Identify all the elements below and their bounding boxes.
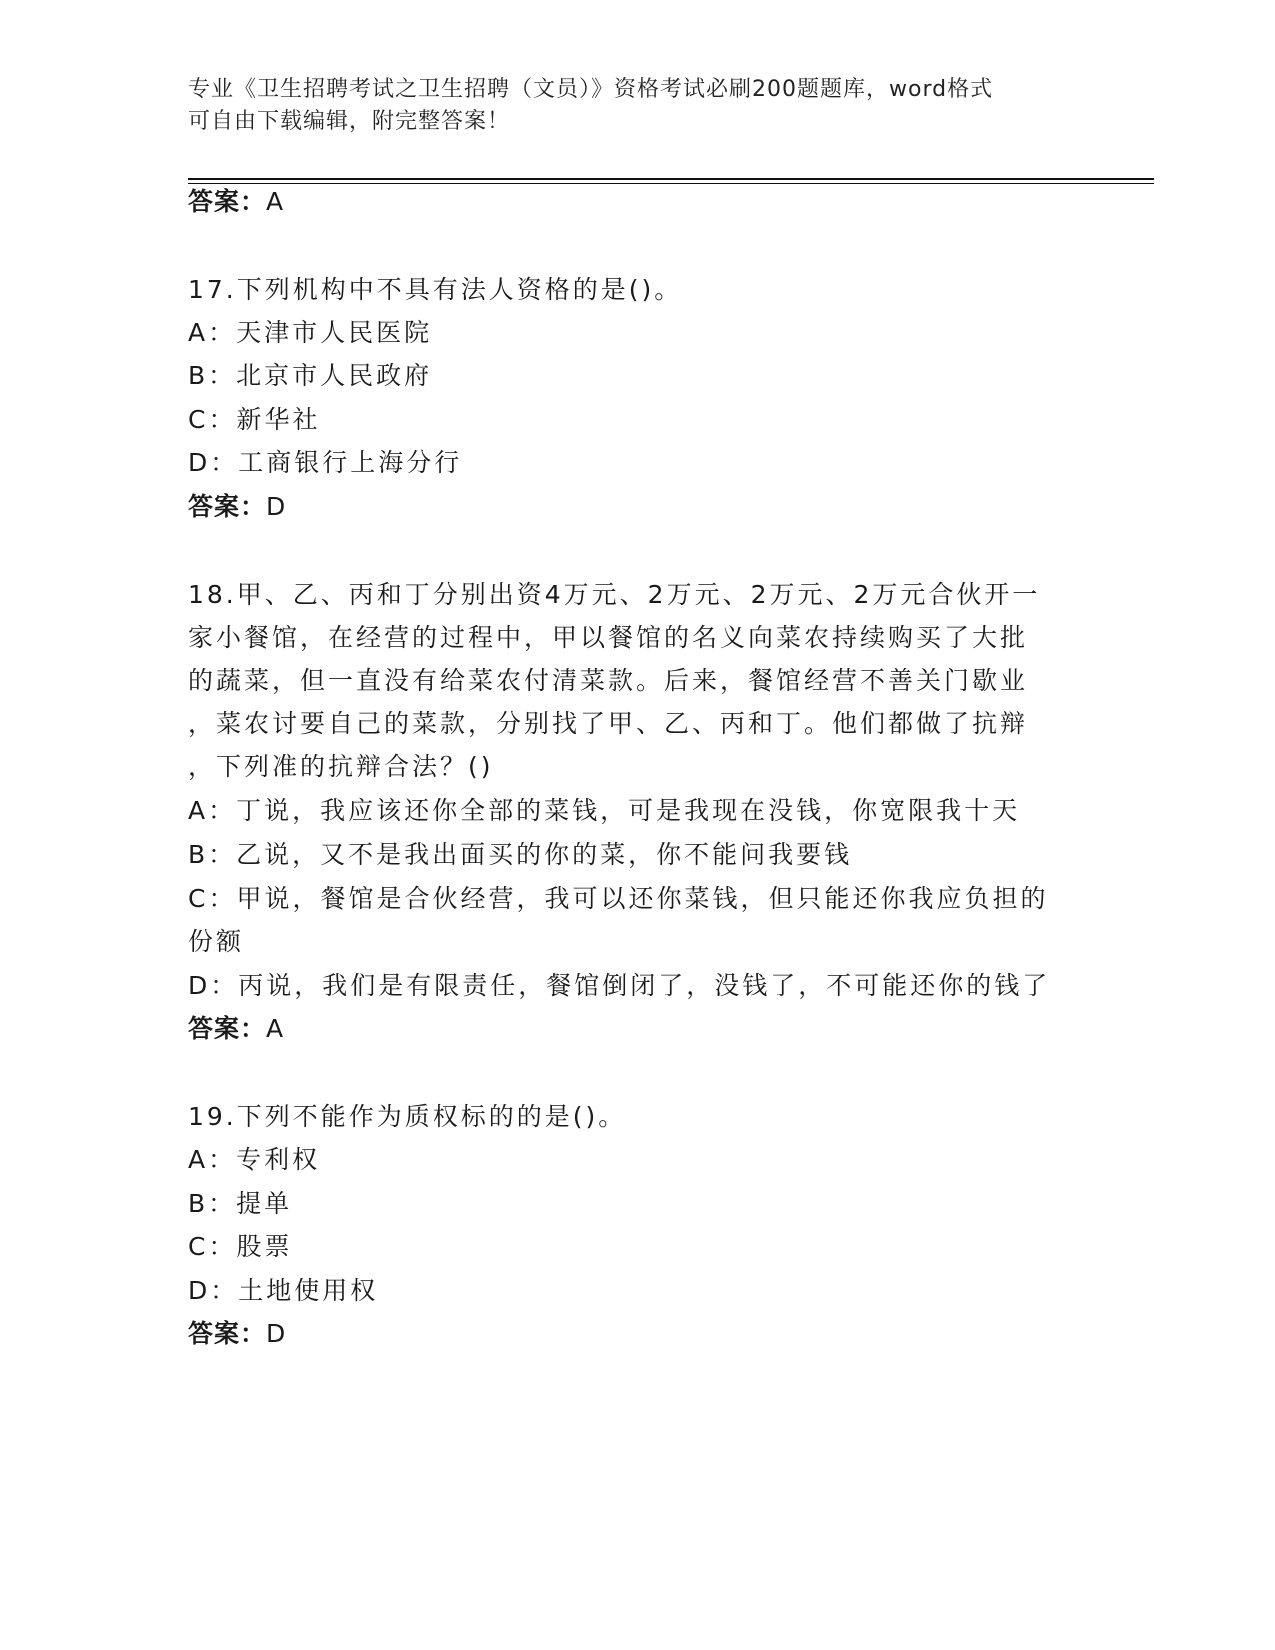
question-18-stem-line-5: ，下列准的抗辩合法？(): [188, 752, 494, 781]
question-17-option-c: C：新华社: [188, 405, 321, 434]
question-18-option-a: A：丁说，我应该还你全部的菜钱，可是我现在没钱，你宽限我十天: [188, 796, 1021, 825]
question-18-option-d: D：丙说，我们是有限责任，餐馆倒闭了，没钱了，不可能还你的钱了: [188, 971, 1051, 1000]
question-18-stem-line-3: 的蔬菜，但一直没有给菜农付清菜款。后来，餐馆经营不善关门歇业: [188, 666, 1029, 695]
question-18-answer: [188, 1012, 284, 1046]
question-17-option-b: B：北京市人民政府: [188, 361, 433, 390]
question-18-stem-line-2: 家小餐馆，在经营的过程中，甲以餐馆的名义向菜农持续购买了大批: [188, 623, 1029, 652]
question-19-option-b: B：提单: [188, 1189, 293, 1218]
question-18-option-b: B：乙说，又不是我出面买的你的菜，你不能问我要钱: [188, 840, 853, 869]
question-17-option-a: A：天津市人民医院: [188, 318, 433, 347]
question-19-option-d: D：土地使用权: [188, 1276, 379, 1305]
question-19-option-c: C：股票: [188, 1232, 293, 1261]
answer-label: 答案：: [188, 1014, 267, 1043]
question-18-stem-line-1: 18.甲、乙、丙和丁分别出资4万元、2万元、2万元、2万元合伙开一: [188, 580, 1041, 609]
answer-label: 答案：: [188, 1319, 267, 1348]
answer-label: 答案：: [188, 187, 267, 216]
answer-label: 答案：: [188, 492, 267, 521]
question-18-option-c: C：甲说，餐馆是合伙经营，我可以还你菜钱，但只能还你我应负担的: [188, 884, 1049, 913]
previous-answer: [188, 185, 284, 219]
header-line-1: 专业《卫生招聘考试之卫生招聘（文员）》资格考试必刷200题题库，word格式: [188, 77, 994, 102]
header-divider-thick: [188, 178, 1154, 180]
answer-value: A: [266, 187, 285, 216]
question-19-answer: [188, 1317, 286, 1351]
document-header: [188, 74, 1088, 138]
answer-value: D: [266, 492, 287, 521]
question-17-answer: [188, 490, 286, 524]
question-19-option-a: A：专利权: [188, 1145, 321, 1174]
question-18-option-c-cont: 份额: [188, 927, 245, 956]
question-17-stem: 17.下列机构中不具有法人资格的是()。: [188, 275, 683, 304]
question-19-stem: 19.下列不能作为质权标的的是()。: [188, 1102, 627, 1131]
answer-value: D: [266, 1319, 287, 1348]
answer-value: A: [266, 1014, 285, 1043]
header-line-2: 可自由下载编辑，附完整答案！: [188, 109, 511, 134]
question-18-stem-line-4: ，菜农讨要自己的菜款，分别找了甲、乙、丙和丁。他们都做了抗辩: [188, 709, 1029, 738]
question-17-option-d: D：工商银行上海分行: [188, 448, 463, 477]
header-divider-thin: [188, 183, 1154, 184]
